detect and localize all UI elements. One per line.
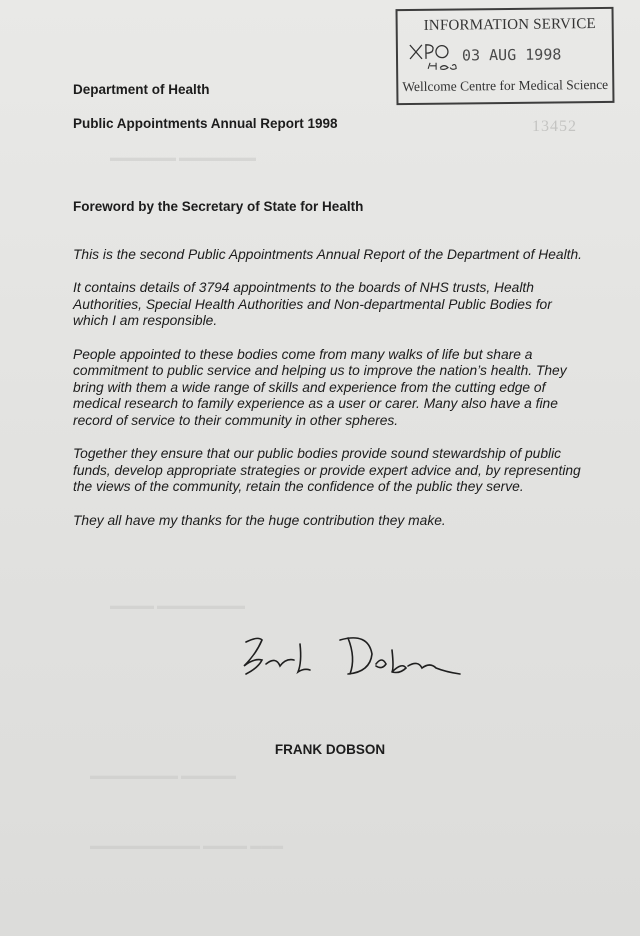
paragraph: They all have my thanks for the huge contribution they make. xyxy=(73,512,446,528)
foreword-body xyxy=(73,247,585,546)
show-through-text: ▬▬▬▬ ▬▬▬▬▬▬▬▬ xyxy=(110,600,246,612)
reference-number: 13452 xyxy=(532,118,577,135)
stamp-institution-line: Wellcome Centre for Medical Science xyxy=(402,76,609,95)
handwritten-annotation xyxy=(408,38,464,79)
show-through-text: ▬▬▬▬▬▬▬▬▬▬ ▬▬▬▬ ▬▬▬ xyxy=(90,840,284,852)
paragraph: Together they ensure that our public bodies provide sound stewardship of public funds, develop appropriate strategies or provide expert advice and, by representing the views of the community, retain the confidence of the public they serve. xyxy=(73,446,581,495)
paragraph: It contains details of 3794 appointments to the boards of NHS trusts, Health Authorities, Special Health Authorities and Non-departmental Public Bodies for which I am responsible. xyxy=(73,280,552,329)
department-name: Department of Health xyxy=(73,82,210,97)
foreword-heading: Foreword by the Secretary of State for Health xyxy=(73,199,364,214)
report-title: Public Appointments Annual Report 1998 xyxy=(73,116,338,131)
library-stamp xyxy=(396,7,615,105)
handwritten-signature xyxy=(236,628,466,688)
stamp-service-line: INFORMATION SERVICE xyxy=(423,16,596,34)
paragraph: This is the second Public Appointments Annual Report of the Department of Health. xyxy=(73,247,582,262)
signatory-name: FRANK DOBSON xyxy=(274,742,386,757)
show-through-text: ▬▬▬▬▬▬▬▬ ▬▬▬▬▬ xyxy=(90,770,237,782)
stamp-date: 03 AUG 1998 xyxy=(461,45,562,65)
paragraph: People appointed to these bodies come from many walks of life but share a commitment to public service and helping us to improve the nation’s health. They bring with them a wide range of skills and experience from the cutting edge of medical research to family experience as a user or carer. Many also have a fine record of service to their community in other spheres. xyxy=(73,346,567,428)
show-through-text: ▬▬▬▬▬▬ ▬▬▬▬▬▬▬ xyxy=(110,152,257,164)
